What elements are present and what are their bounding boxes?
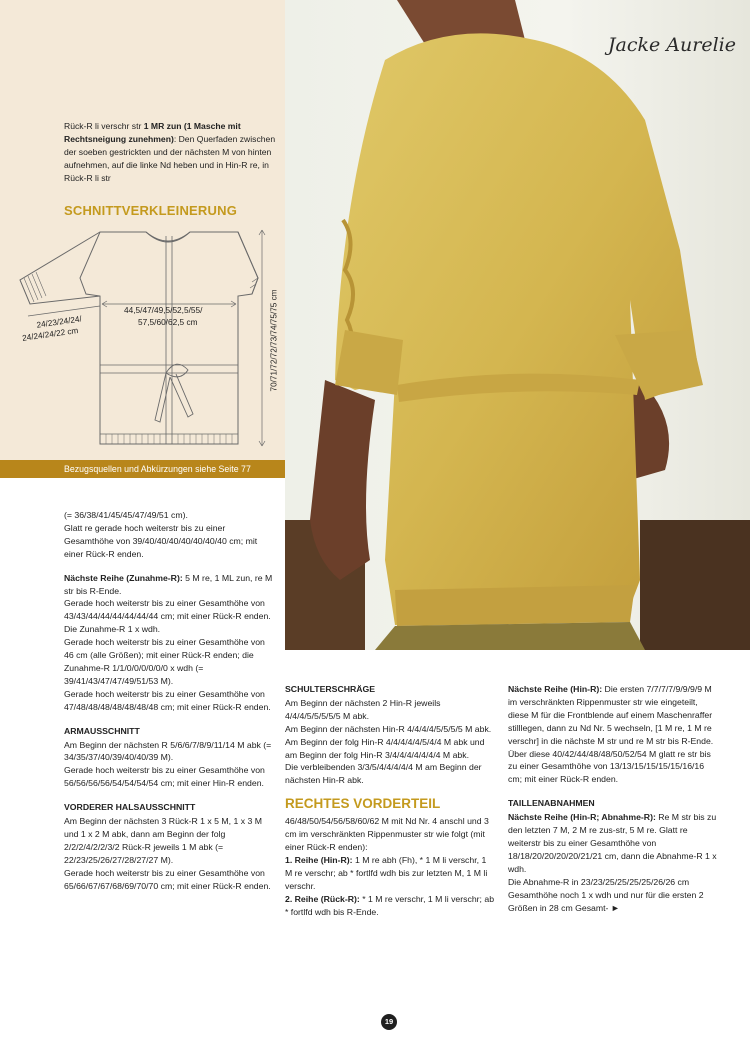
right-front-title: RECHTES VORDERTEIL bbox=[285, 796, 441, 812]
row1-heading: 1. Reihe (Hin-R): bbox=[285, 854, 353, 865]
sleeve-label-line2: 24/24/24/22 cm bbox=[21, 326, 79, 343]
shoulder-text: Am Beginn der nächsten 2 Hin-R jeweils 4/4/4/5/5/5/5/5 M abk. Am Beginn der nächsten Hin-R 4/4/4/4/5/5/5/5 M abk. Am Beginn der folg Hin-R 4/4/4/4/4/5/4/4 M abk und am Beginn der folg Hin-R 3/4/4/4/4/4/4/4 M abk. Die verbleibenden 3/3/5/4/4/4/4/4 M am Beginn der nächsten Hin-R abk. bbox=[285, 697, 492, 786]
next-row-heading: Nächste Reihe (Hin-R): bbox=[508, 684, 603, 694]
sweater-photo-illustration bbox=[285, 0, 750, 650]
col1-paragraph-1: (= 36/38/41/45/45/47/49/51 cm). Glatt re gerade hoch weiterstr bis zu einer Gesamthöhe von 39/40/40/40/40/40/40/40 cm; mit einer Rück-R enden. bbox=[64, 510, 258, 559]
row2 bbox=[285, 893, 495, 919]
column-3 bbox=[508, 683, 718, 925]
column-1 bbox=[64, 509, 274, 903]
neck-section bbox=[64, 801, 274, 892]
row2-text: * 1 M re verschr, 1 M li verschr; ab * fortlfd wdh bis R-Ende. bbox=[285, 893, 495, 917]
column-2 bbox=[285, 683, 495, 929]
waist-text: Re M str bis zu den letzten 7 M, 2 M re zus-str, 5 M re. Glatt re weiterstr bis zu einer Gesamthöhe von 18/18/20/20/20/20/21/21 cm, dann die Abnahme-R 1 x wdh. Die Abnahme-R in 23/23/25/25/25/25/26/26 cm Gesamthöhe noch 1 x wdh und nur für die ersten 2 Größen in 28 cm Gesamt- bbox=[508, 812, 717, 913]
page-number: 19 bbox=[381, 1014, 397, 1030]
intro-part1: Rück-R li verschr str bbox=[64, 121, 144, 131]
intro-bold: 1 MR zun (1 Masche mit Rechtsneigung zunehmen) bbox=[64, 121, 241, 144]
pattern-name: Jacke Aurelie bbox=[607, 34, 736, 56]
next-row-text: Die ersten 7/7/7/7/9/9/9/9 M im verschränkten Rippenmuster str wie eingeteilt, diese M für die Frontblende auf einem Maschenraffer stilllegen, dann zu Nd Nr. 5 wechseln, [1 M re, 1 M re verschr] in die nächste M str und re M str bis R-Ende. Über diese 40/42/44/48/48/50/52/54 M glatt re str bis zu einer Gesamthöhe von 13/13/15/15/15/15/16/16 cm; mit einer Rück-R enden. bbox=[508, 684, 714, 785]
increase-row-heading: Nächste Reihe (Zunahme-R): bbox=[64, 572, 183, 583]
intro-text bbox=[64, 120, 279, 185]
next-row-section bbox=[508, 683, 718, 786]
intro-part2: : Den Querfaden zwischen der soeben gestrickten und der nächsten M von hinten aufnehmen, auf die linke Nd heben und in Hin-R re, in Rück-R li str bbox=[64, 134, 276, 183]
armhole-text: Am Beginn der nächsten R 5/6/6/7/8/9/11/14 M abk (= 34/35/37/40/39/40/40/39 M). Gerade hoch weiterstr bis zu einer Gesamthöhe von 56/56/56/56/54/54/54/54 cm; mit einer Hin-R enden. bbox=[64, 739, 272, 789]
width-label bbox=[124, 304, 202, 328]
front-intro: 46/48/50/54/56/58/60/62 M mit Nd Nr. 4 anschl und 3 cm im verschränkten Rippenmuster str wie folgt (mit einer Rück-R enden): bbox=[285, 816, 489, 852]
shoulder-heading: SCHULTERSCHRÄGE bbox=[285, 684, 376, 694]
row2-heading: 2. Reihe (Rück-R): bbox=[285, 893, 360, 904]
armhole-heading: ARMAUSSCHNITT bbox=[64, 725, 140, 736]
waist-sub-heading: Nächste Reihe (Hin-R; Abnahme-R): bbox=[508, 812, 656, 823]
width-label-line2: 57,5/60/62,5 cm bbox=[138, 317, 198, 327]
neck-heading: VORDERER HALSAUSSCHNITT bbox=[64, 802, 196, 813]
row1 bbox=[285, 854, 495, 893]
increase-row-text: 5 M re, 1 ML zun, re M str bis R-Ende. Gerade hoch weiterstr bis zu einer Gesamthöhe von 43/43/44/44/44/44/44/44 cm; mit einer Rück-R enden. Die Zunahme-R 1 x wdh. Gerade hoch weiterstr bis zu einer Gesamthöhe von 46 cm (alle Größen); mit einer Rück-R enden; die Zunahme-R 1/1/0/0/0/0/0/0 x wdh (= 39/41/43/47/47/49/51/53 M). Gerade hoch weiterstr bis zu einer Gesamthöhe von 47/48/48/48/48/48/48/48 cm; mit einer Rück-R enden. bbox=[64, 572, 273, 712]
col1-paragraph-2 bbox=[64, 572, 274, 714]
waist-section bbox=[508, 797, 718, 914]
reference-bar: Bezugsquellen und Abkürzungen siehe Seite 77 bbox=[0, 460, 285, 478]
schematic-diagram bbox=[0, 222, 285, 462]
row1-text: 1 M re abh (Fh), * 1 M li verschr, 1 M re verschr; ab * fortlfd wdh bis zur letzten M, 1 M li verschr. bbox=[285, 854, 488, 891]
neck-text: Am Beginn der nächsten 3 Rück-R 1 x 5 M, 1 x 3 M und 1 x 2 M abk, dann am Beginn der folg 2/2/2/4/2/2/3/2 Rück-R jeweils 1 M abk (= 22/23/25/26/27/28/27/27 M). Gerade hoch weiterstr bis zu einer Gesamthöhe von 65/66/67/67/68/69/70/70 cm; mit einer Rück-R enden. bbox=[64, 816, 271, 891]
schematic-title: SCHNITTVERKLEINERUNG bbox=[64, 203, 238, 218]
width-label-line1: 44,5/47/49,5/52,5/55/ bbox=[124, 305, 203, 315]
armhole-section bbox=[64, 725, 274, 791]
continue-arrow-icon: ► bbox=[610, 902, 620, 913]
height-label: 70/71/72/72/73/74/75/75 cm bbox=[269, 289, 279, 392]
shoulder-section bbox=[285, 683, 495, 787]
waist-heading: TAILLENABNAHMEN bbox=[508, 798, 595, 809]
sweater-photo bbox=[285, 0, 750, 650]
sleeve-label-line1: 24/23/24/24/ bbox=[35, 314, 83, 330]
